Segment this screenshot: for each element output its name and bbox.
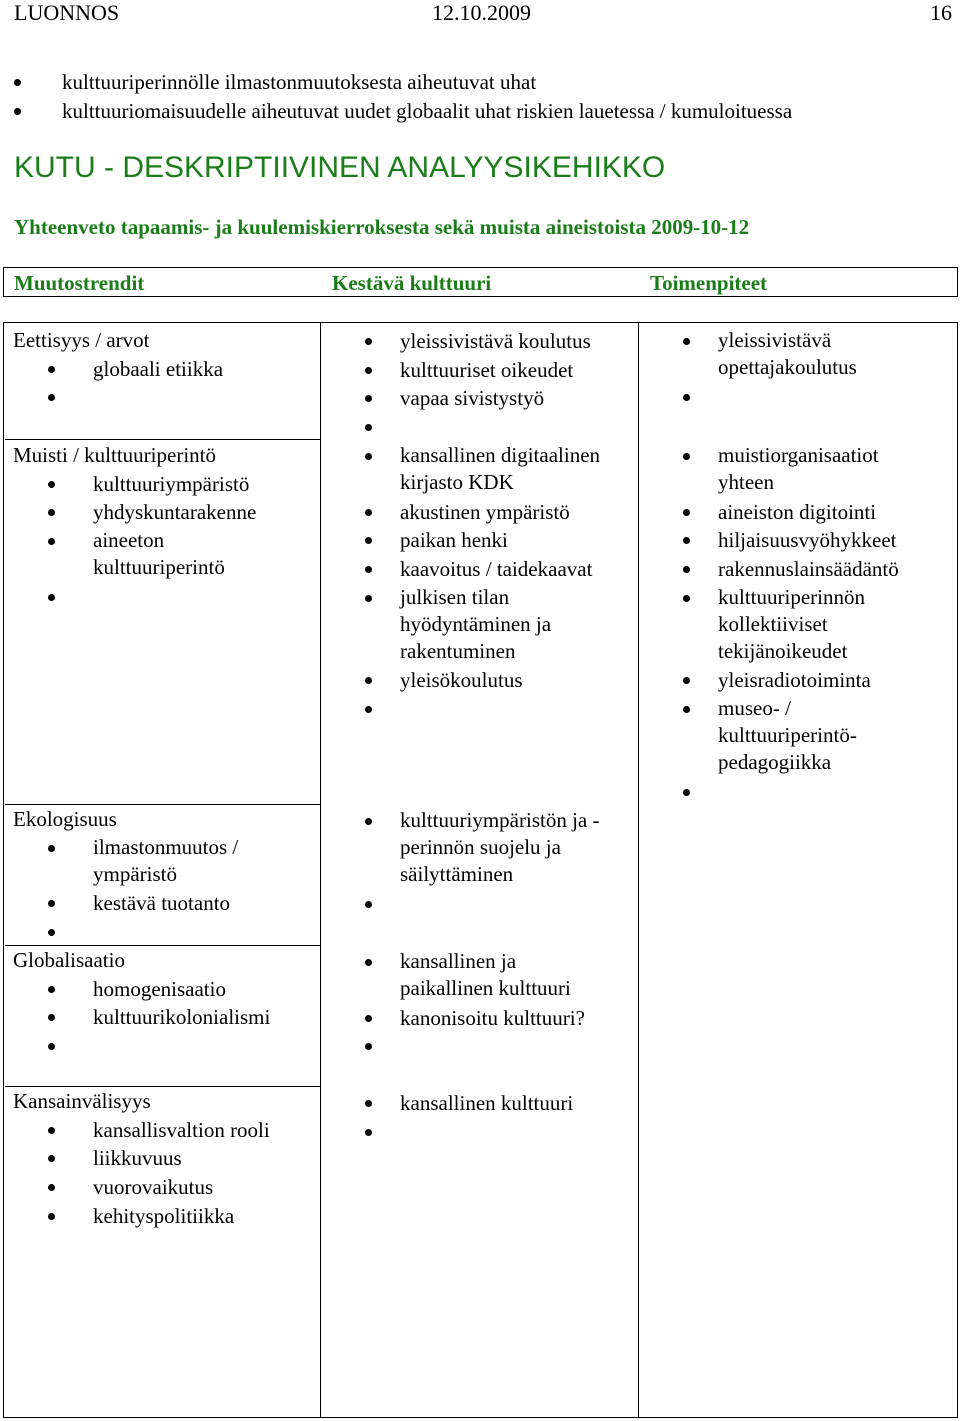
list-item: paikan henki: [330, 526, 636, 555]
list-item: hiljaisuusvyöhykkeet: [648, 526, 953, 555]
list-item: akustinen ympäristö: [330, 498, 636, 527]
list-item: kansallinen digitaalinen kirjasto KDK: [330, 442, 636, 496]
culture-block-2: [330, 442, 636, 724]
list-item: kanonisoitu kulttuuri?: [330, 1004, 636, 1033]
row-divider: [5, 439, 320, 440]
page-subtitle: Yhteenveto tapaamis- ja kuulemiskierroksesta sekä muista aineistoista 2009-10-12: [14, 215, 750, 239]
trend-block-internationality: [13, 1087, 313, 1231]
culture-block-3: [330, 807, 636, 918]
column-header-row: [3, 267, 958, 297]
list-item: [330, 890, 636, 919]
intro-bullet: kulttuuriomaisuudelle aiheutuvat uudet globaalit uhat riskien lauetessa / kumuloituessa: [0, 97, 792, 126]
column-header-measures: Toimenpiteet: [650, 271, 768, 295]
list-item: [648, 383, 953, 412]
list-item: vapaa sivistystyö: [330, 384, 636, 413]
list-item: julkisen tilan hyödyntäminen ja rakentuminen: [330, 584, 636, 665]
trend-block-globalisation: [13, 946, 313, 1061]
list-item: homogenisaatio: [13, 975, 313, 1004]
list-item: [13, 1032, 313, 1061]
list-item: yleisökoulutus: [330, 666, 636, 695]
list-item: [330, 413, 636, 442]
list-item: rakennuslainsäädäntö: [648, 555, 953, 584]
list-item: ilmastonmuutos / ympäristö: [13, 834, 313, 888]
draft-label: LUONNOS: [14, 0, 120, 25]
page-number: 16: [930, 0, 952, 25]
list-item: yleissivistävä opettajakoulutus: [648, 327, 953, 381]
column-header-trends: Muutostrendit: [14, 271, 145, 295]
list-item: kansallinen kulttuuri: [330, 1089, 636, 1118]
trend-heading: Eettisyys / arvot: [13, 328, 150, 352]
list-item: [330, 695, 636, 724]
list-item: kulttuuriympäristö: [13, 470, 313, 499]
measures-block-1: [648, 327, 953, 411]
list-item: kulttuuriperinnön kollektiiviset tekijänoikeudet: [648, 584, 953, 665]
intro-bullet-list: [0, 68, 792, 126]
list-item: kansallisvaltion rooli: [13, 1116, 313, 1145]
list-item: [648, 778, 953, 807]
trend-heading: Ekologisuus: [13, 807, 117, 831]
measures-block-2: [648, 442, 953, 807]
document-date: 12.10.2009: [432, 0, 531, 25]
list-item: kehityspolitiikka: [13, 1202, 313, 1231]
list-item: kaavoitus / taidekaavat: [330, 555, 636, 584]
column-header-sustainable-culture: Kestävä kulttuuri: [332, 271, 492, 295]
column-divider: [320, 323, 321, 1417]
trend-block-ethics: [13, 326, 313, 412]
culture-block-1: [330, 327, 636, 442]
column-divider: [638, 323, 639, 1417]
list-item: [330, 1032, 636, 1061]
list-item: yleissivistävä koulutus: [330, 327, 636, 356]
page-title: KUTU - DESKRIPTIIVINEN ANALYYSIKEHIKKO: [14, 151, 666, 184]
culture-block-4: [330, 948, 636, 1061]
trend-heading: Kansainvälisyys: [13, 1089, 151, 1113]
trend-block-memory: [13, 441, 313, 612]
list-item: kulttuuriset oikeudet: [330, 356, 636, 385]
list-item: liikkuvuus: [13, 1144, 313, 1173]
list-item: [13, 383, 313, 412]
list-item: aineeton kulttuuriperintö: [13, 527, 313, 581]
list-item: [13, 583, 313, 612]
list-item: aineiston digitointi: [648, 498, 953, 527]
list-item: [13, 918, 313, 947]
intro-bullet: kulttuuriperinnölle ilmastonmuutoksesta aiheutuvat uhat: [0, 68, 792, 97]
trend-heading: Muisti / kulttuuriperintö: [13, 443, 216, 467]
analysis-table: [3, 322, 958, 1418]
trend-heading: Globalisaatio: [13, 948, 125, 972]
list-item: kansallinen ja paikallinen kulttuuri: [330, 948, 636, 1002]
list-item: kulttuurikolonialismi: [13, 1003, 313, 1032]
list-item: [330, 1118, 636, 1147]
list-item: globaali etiikka: [13, 355, 313, 384]
list-item: yleisradiotoiminta: [648, 666, 953, 695]
list-item: yhdyskuntarakenne: [13, 498, 313, 527]
list-item: museo- / kulttuuriperintö- pedagogiikka: [648, 695, 953, 776]
list-item: muistiorganisaatiot yhteen: [648, 442, 953, 496]
list-item: kulttuuriympäristön ja - perinnön suojelu ja säilyttäminen: [330, 807, 636, 888]
culture-block-5: [330, 1089, 636, 1146]
list-item: kestävä tuotanto: [13, 889, 313, 918]
list-item: vuorovaikutus: [13, 1173, 313, 1202]
trend-block-ecology: [13, 805, 313, 947]
